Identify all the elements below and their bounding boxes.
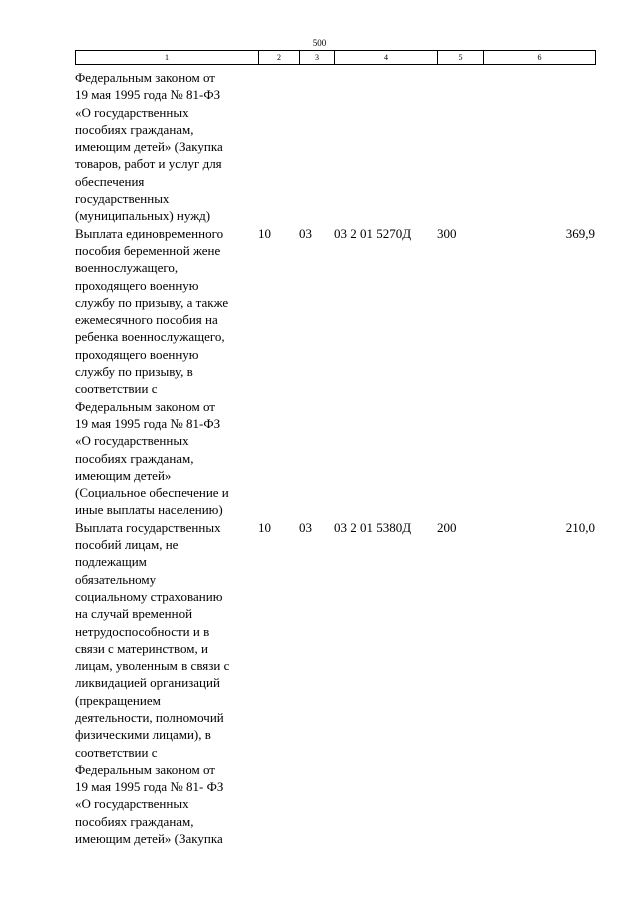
column-header-3: 3 xyxy=(300,51,335,65)
row-description: Выплата единовременного пособия беременной жене военнослужащего, проходящего военную службу по призыву, а также ежемесячного пособия на ребенка военнослужащего, проходящего военную службу по призыву, в соответствии с Федеральным законом от 19 мая 1995 года № 81-ФЗ «О государственных пособиях гражданам, имеющим детей» (Социальное обеспечение и иные выплаты населению) xyxy=(75,225,229,518)
row-target-article: 03 2 01 5380Д xyxy=(334,519,412,535)
column-header-4: 4 xyxy=(335,51,438,65)
row-expense-type: 200 xyxy=(437,519,457,535)
table-header xyxy=(75,50,596,65)
table-body xyxy=(75,69,595,847)
column-header-6: 6 xyxy=(484,51,596,65)
page-number: 500 xyxy=(312,38,327,48)
column-header-1: 1 xyxy=(76,51,259,65)
row-target-article: 03 2 01 5270Д xyxy=(334,225,412,241)
row-subsection: 03 xyxy=(299,519,312,535)
row-expense-type: 300 xyxy=(437,225,457,241)
row-section: 10 xyxy=(258,225,271,241)
column-header-5: 5 xyxy=(438,51,484,65)
table-row xyxy=(75,225,595,519)
row-amount: 210,0 xyxy=(565,519,595,535)
row-amount: 369,9 xyxy=(565,225,595,241)
column-header-2: 2 xyxy=(259,51,300,65)
table-row xyxy=(75,69,595,225)
table-row xyxy=(75,519,595,848)
column-number-row xyxy=(76,51,596,65)
row-section: 10 xyxy=(258,519,271,535)
row-subsection: 03 xyxy=(299,225,312,241)
row-description: Федеральным законом от 19 мая 1995 года № 81-ФЗ «О государственных пособиях гражданам, имеющим детей» (Закупка товаров, работ и услуг для обеспечения государственных (муниципальных) нужд) xyxy=(75,70,223,224)
row-description: Выплата государственных пособий лицам, не подлежащим обязательному социальному страхованию на случай временной нетрудоспособности и в связи с материнством, и лицам, уволенным в связи с ликвидацией организаций (прекращением деятельности, полномочий физическими лицами), в соответствии с Федеральным законом от 19 мая 1995 года № 81- ФЗ «О государственных пособиях гражданам, имеющим детей» (Закупка xyxy=(75,519,230,847)
